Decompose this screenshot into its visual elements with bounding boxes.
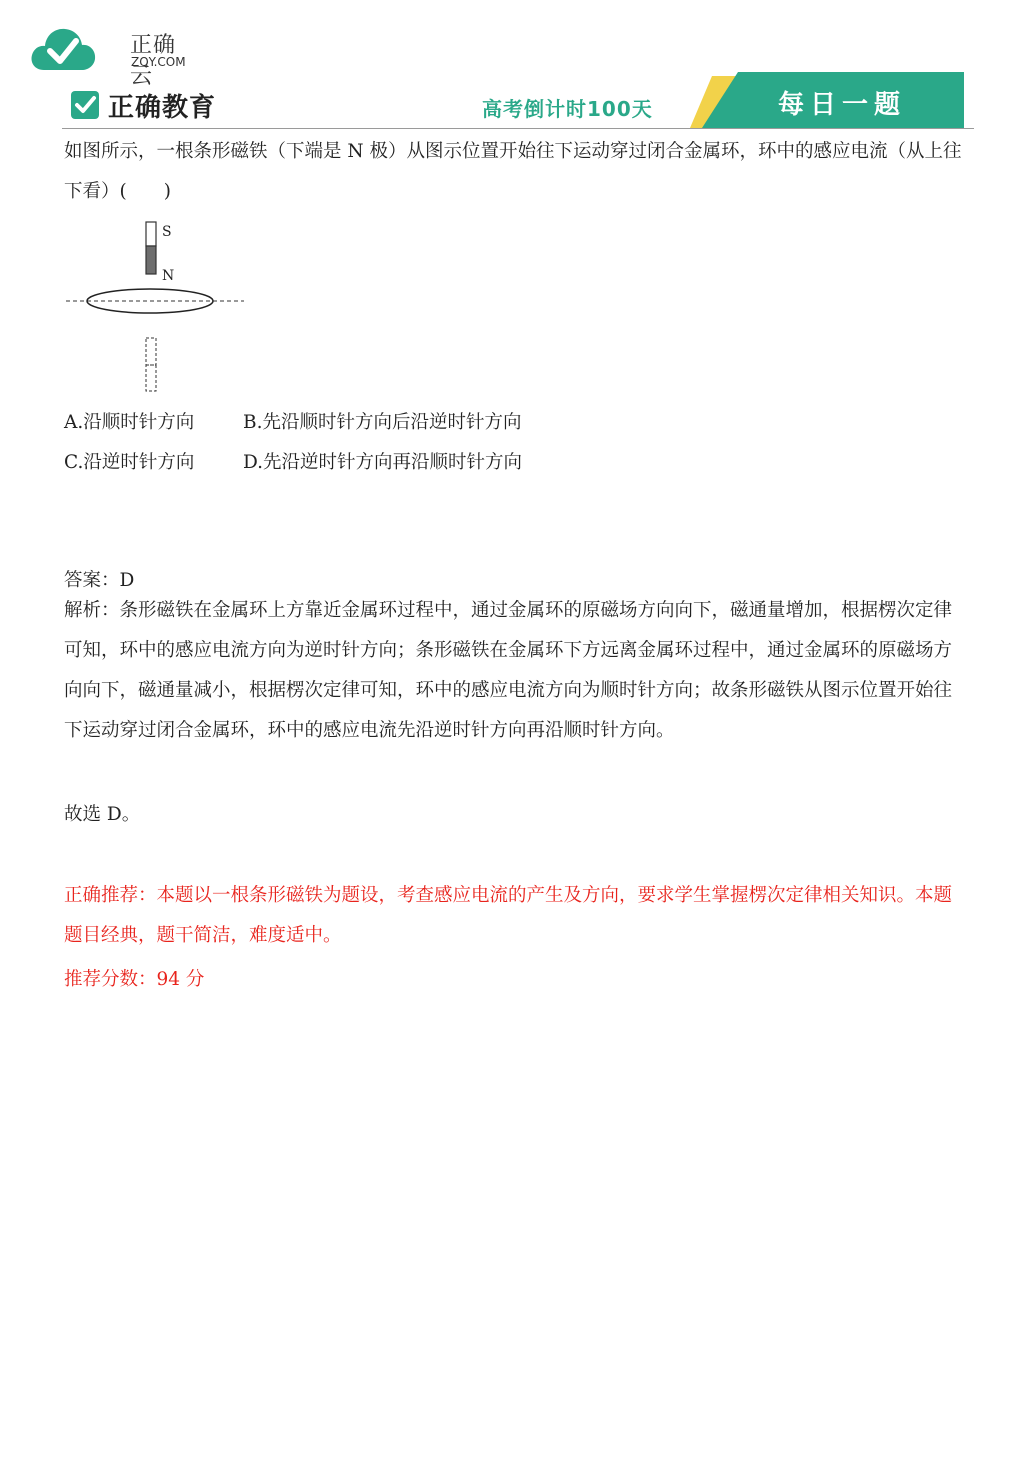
option-c: C.沿逆时针方向 [64,452,195,473]
magnet-final-position-top [146,338,156,365]
header-divider [62,128,974,129]
answer: 答案：D [64,570,135,591]
recommendation: 正确推荐：本题以一根条形磁铁为题设，考查感应电流的产生及方向，要求学生掌握楞次定律相关知识。本题题目经典，题干简洁，难度适中。 [64,885,953,946]
option-b: B.先沿顺时针方向后沿逆时针方向 [243,412,522,433]
conclusion: 故选 D。 [64,804,141,825]
brand-title: 正确教育 [108,93,217,123]
zqy-logo [30,24,190,89]
recommend-score: 推荐分数：94 分 [64,969,205,990]
magnet-ring-figure [64,214,246,396]
cloud-check-icon [30,24,96,72]
pole-label-s: S [162,224,172,240]
option-a: A.沿顺时针方向 [64,412,195,433]
logo-name-cn: 正确云 [130,33,177,89]
magnet-final-position-bottom [146,365,156,391]
magnet-n-half [146,246,156,274]
countdown-text: 高考倒计时100天 [482,97,653,121]
check-box-icon [70,90,100,120]
magnet-s-half [146,222,156,246]
pole-label-n: N [162,268,175,284]
banner-title: 每日一题 [778,90,907,120]
logo-name-en: ZQY.COM [131,55,186,69]
option-d: D.先沿逆时针方向再沿顺时针方向 [243,452,523,473]
question-stem: 如图所示，一根条形磁铁（下端是 N 极）从图示位置开始往下运动穿过闭合金属环，环中的感应电流（从上往下看）( ) [64,141,962,202]
analysis: 解析：条形磁铁在金属环上方靠近金属环过程中，通过金属环的原磁场方向向下，磁通量增加，根据楞次定律可知，环中的感应电流方向为逆时针方向；条形磁铁在金属环下方远离金属环过程中，通过金属环的原磁场方向向下，磁通量减小，根据楞次定律可知，环中的感应电流方向为顺时针方向；故条形磁铁从图示位置开始往下运动穿过闭合金属环，环中的感应电流先沿逆时针方向再沿顺时针方向。 [64,600,953,741]
